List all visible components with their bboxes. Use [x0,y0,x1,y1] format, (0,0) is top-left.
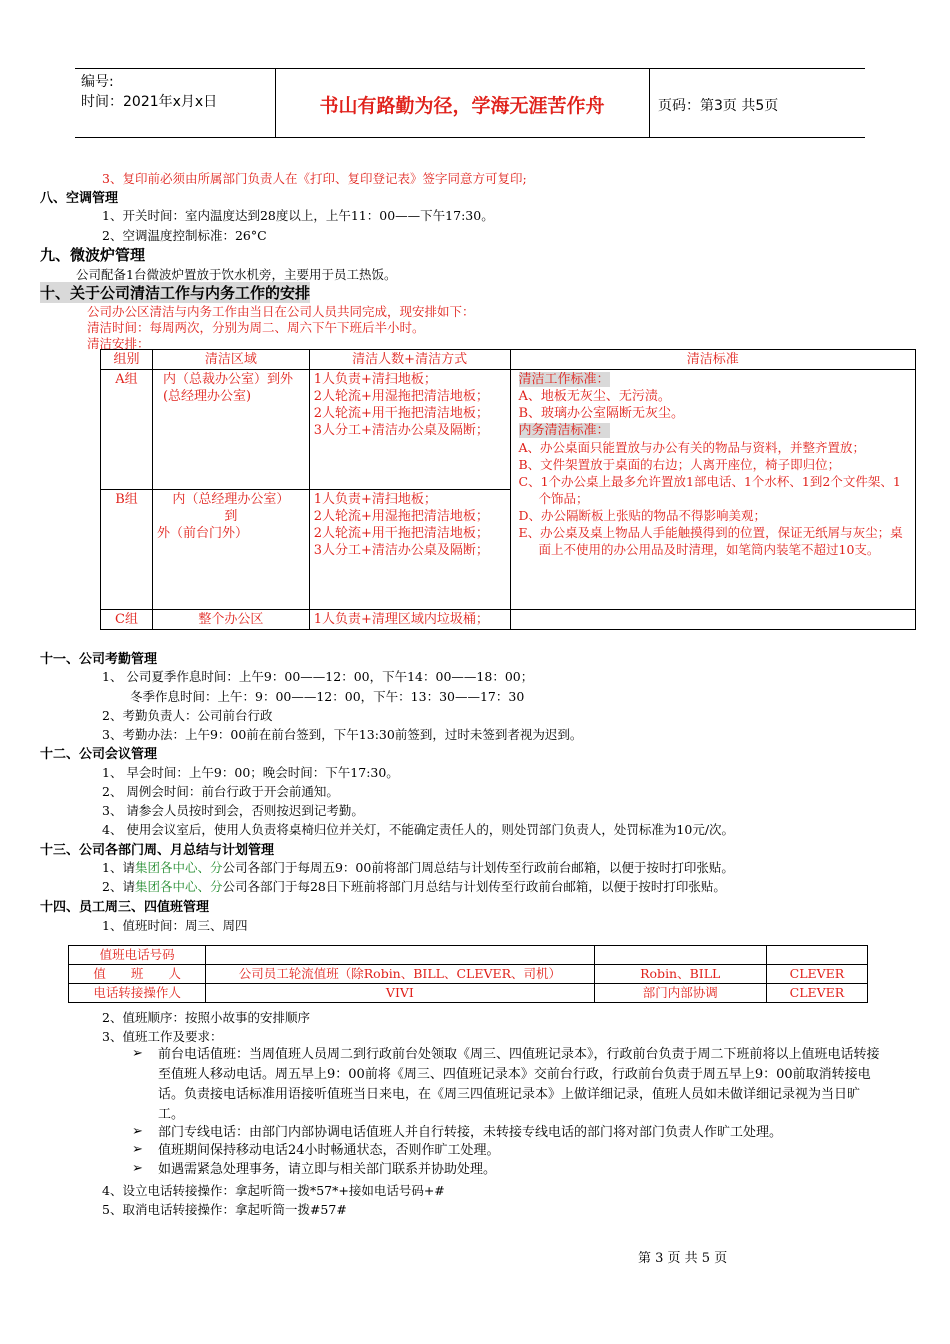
group-b: B组 [101,490,153,610]
col-header-standard: 清洁标准 [510,350,916,370]
duty-table [68,945,868,1003]
page-footer: 第 3 页 共 5 页 [638,1251,728,1266]
duty-bullet-4: 如遇需紧急处理事务，请立即与相关部门联系并协助处理。 [158,1162,497,1177]
text-run: 公司各部门于每周五9：00前将部门周总结与计划传至行政前台邮箱，以便于按时打印张贴。 [222,860,734,875]
s12-line4: 4、 使用会议室后，使用人负责将桌椅归位并关灯，不能确定责任人的，则处罚部门负责人，处罚标准为10元/次。 [102,822,735,837]
motto: 书山有路勤为径，学海无涯苦作舟 [319,95,605,117]
s11-line4: 3、考勤办法：上午9：00前在前台签到，下午13:30前签到，过时未签到者视为迟到。 [102,727,583,742]
text-run-green: 集团各中心、分 [134,879,223,894]
arrow-bullet-icon: ➢ [132,1046,143,1061]
col-header-method: 清洁人数+清洁方式 [309,350,510,370]
group-a: A组 [101,370,153,490]
s14-line5: 5、取消电话转接操作：拿起听筒一拨#57# [102,1202,347,1217]
method-item: 1人负责+清扫地板； [313,372,437,387]
method-item: 3人分工+清洁办公桌及隔断； [313,423,489,438]
duty-cell: 值班电话号码 [69,946,206,965]
table-header-row [101,350,916,370]
area-b-line: 到 [224,509,238,524]
table-row [69,984,868,1003]
section-title-9: 九、微波炉管理 [40,246,146,264]
area-b [152,490,309,610]
s8-line1: 1、开关时间：室内温度达到28度以上，上午11：00——下午17:30。 [102,208,494,223]
col-header-group: 组别 [101,350,153,370]
s11-line2: 冬季作息时间：上午：9：00——12：00，下午：13：30——17：30 [130,689,525,704]
duty-cell: 电话转接操作人 [69,984,206,1003]
s13-line2 [102,877,726,895]
text-run: 2、请 [102,879,135,894]
s13-line1 [102,858,734,876]
section-title-12: 十二、公司会议管理 [40,747,158,762]
s8-line2: 2、空调温度控制标准：26°C [102,228,267,243]
header-left-cell [75,69,276,137]
duty-bullet-2: 部门专线电话：由部门内部协调电话值班人并自行转接，未转接专线电话的部门将对部门负责人作旷工处理。 [158,1125,783,1140]
s10-line3: 清洁安排： [87,336,150,351]
copy-rule-line: 3、复印前必须由所属部门负责人在《打印、复印登记表》签字同意方可复印; [102,171,527,186]
standard-item: A、地板无灰尘、无污渍。 [518,389,671,404]
standard-item: D、办公隔断板上张贴的物品不得影响美观； [518,508,767,523]
method-c: 1人负责+清理区域内垃圾桶； [309,610,510,630]
standard-item: C、1个办公桌上最多允许置放1部电话、1个水杯、1到2个文件架、1个饰品； [518,474,901,506]
duty-cell: CLEVER [766,965,867,984]
s14-line4: 4、设立电话转接操作：拿起听筒一拨*57*+接如电话号码+# [102,1183,445,1198]
standard-item: B、文件架置放于桌面的右边；人离开座位，椅子即归位； [518,457,841,472]
methods-b [309,490,510,610]
duty-cell [206,946,594,965]
header-motto-cell [275,69,650,137]
duty-cell [766,946,867,965]
arrow-bullet-icon: ➢ [132,1124,143,1139]
s14-line2: 2、值班顺序：按照小故事的安排顺序 [102,1010,310,1025]
s12-line2: 2、 周例会时间：前台行政于开会前通知。 [102,784,339,799]
s14-line3: 3、值班工作及要求： [102,1029,223,1044]
col-header-area: 清洁区域 [152,350,309,370]
section-title-13: 十三、公司各部门周、月总结与计划管理 [40,843,275,858]
s11-line1: 1、 公司夏季作息时间：上午9：00——12：00，下午14：00——18：00； [102,669,534,684]
duty-cell: 部门内部协调 [594,984,766,1003]
section-title-10: 十、关于公司清洁工作与内务工作的安排 [40,284,311,302]
duty-cell: VIVI [206,984,594,1003]
area-b-line: 内（总经理办公室） [172,492,290,507]
standard-item: E、办公桌及桌上物品人手能触摸得到的位置，保证无纸屑与灰尘；桌面上不使用的办公用品及时清理，如笔筒内装笔不超过10支。 [518,525,903,557]
duty-bullet-3: 值班期间保持移动电话24小时畅通状态，否则作旷工处理。 [158,1143,500,1158]
table-row [69,946,868,965]
group-c: C组 [101,610,153,630]
area-a: 内（总裁办公室）到外(总经理办公室) [152,370,309,490]
text-run-green: 集团各中心、分 [134,860,223,875]
number-label: 编号: [81,74,114,90]
duty-cell: 值 班 人 [69,965,206,984]
arrow-bullet-icon: ➢ [132,1142,143,1157]
s11-line3: 2、考勤负责人：公司前台行政 [102,708,273,723]
standard-title-2: 内务清洁标准： [518,423,610,438]
duty-cell: 公司员工轮流值班（除Robin、BILL、CLEVER、司机） [206,965,594,984]
duty-cell [594,946,766,965]
cleaning-table [100,349,916,630]
page-number: 页码：第3页 共5页 [658,98,779,114]
standard-item: A、办公桌面只能置放与办公有关的物品与资料，并整齐置放； [518,440,866,455]
standards-cell [510,370,916,610]
methods-a [309,370,510,490]
area-b-line: 外（前台门外） [156,526,248,541]
s12-line3: 3、 请参会人员按时到会，否则按迟到记考勤。 [102,803,364,818]
area-c: 整个办公区 [152,610,309,630]
s10-line2: 清洁时间：每周两次，分别为周二、周六下午下班后半小时。 [87,320,425,335]
section-title-8: 八、空调管理 [40,191,119,206]
table-row [101,370,916,490]
table-row [101,610,916,630]
text-run: 公司各部门于每28日下班前将部门月总结与计划传至行政前台邮箱，以便于按时打印张贴。 [222,879,726,894]
standard-title-1: 清洁工作标准： [518,372,610,387]
method-item: 2人轮流+用湿拖把清洁地板； [313,509,489,524]
s12-line1: 1、 早会时间：上午9：00；晚会时间：下午17:30。 [102,765,399,780]
table-row [69,965,868,984]
duty-cell: CLEVER [766,984,867,1003]
standard-item: B、玻璃办公室隔断无灰尘。 [518,406,685,421]
method-item: 1人负责+清扫地板； [313,492,437,507]
text-run: 1、请 [102,860,135,875]
method-item: 2人轮流+用湿拖把清洁地板； [313,389,489,404]
section-title-14: 十四、员工周三、四值班管理 [40,900,210,915]
method-item: 3人分工+清洁办公桌及隔断； [313,543,489,558]
time-label: 时间：2021年x月x日 [81,94,218,110]
method-item: 2人轮流+用干拖把清洁地板； [313,406,489,421]
duty-cell: Robin、BILL [594,965,766,984]
header-page-cell [650,69,865,137]
section-title-11: 十一、公司考勤管理 [40,652,158,667]
arrow-bullet-icon: ➢ [132,1161,143,1176]
method-item: 2人轮流+用干拖把清洁地板； [313,526,489,541]
s10-line1: 公司办公区清洁与内务工作由当日在公司人员共同完成，现安排如下： [87,304,475,319]
page-header [75,68,865,138]
s14-line1: 1、值班时间：周三、周四 [102,918,248,933]
duty-bullet-1: 前台电话值班：当周值班人员周二到行政前台处领取《周三、四值班记录本》，行政前台负责于周二下班前将以上值班电话转接至值班人移动电话。周五早上9：00前将《周三、四值班记录本》交前台行政，行政前台负责于周五早上9：00前取消转接电话。负责接电话标准用语接听值班当日来电，在《周三四值班记录本》上做详细记录，值班人员如未做详细记录视为当日旷工。 [158,1047,880,1122]
empty-cell [510,610,916,630]
s9-line1: 公司配备1台微波炉置放于饮水机旁，主要用于员工热饭。 [76,267,397,282]
